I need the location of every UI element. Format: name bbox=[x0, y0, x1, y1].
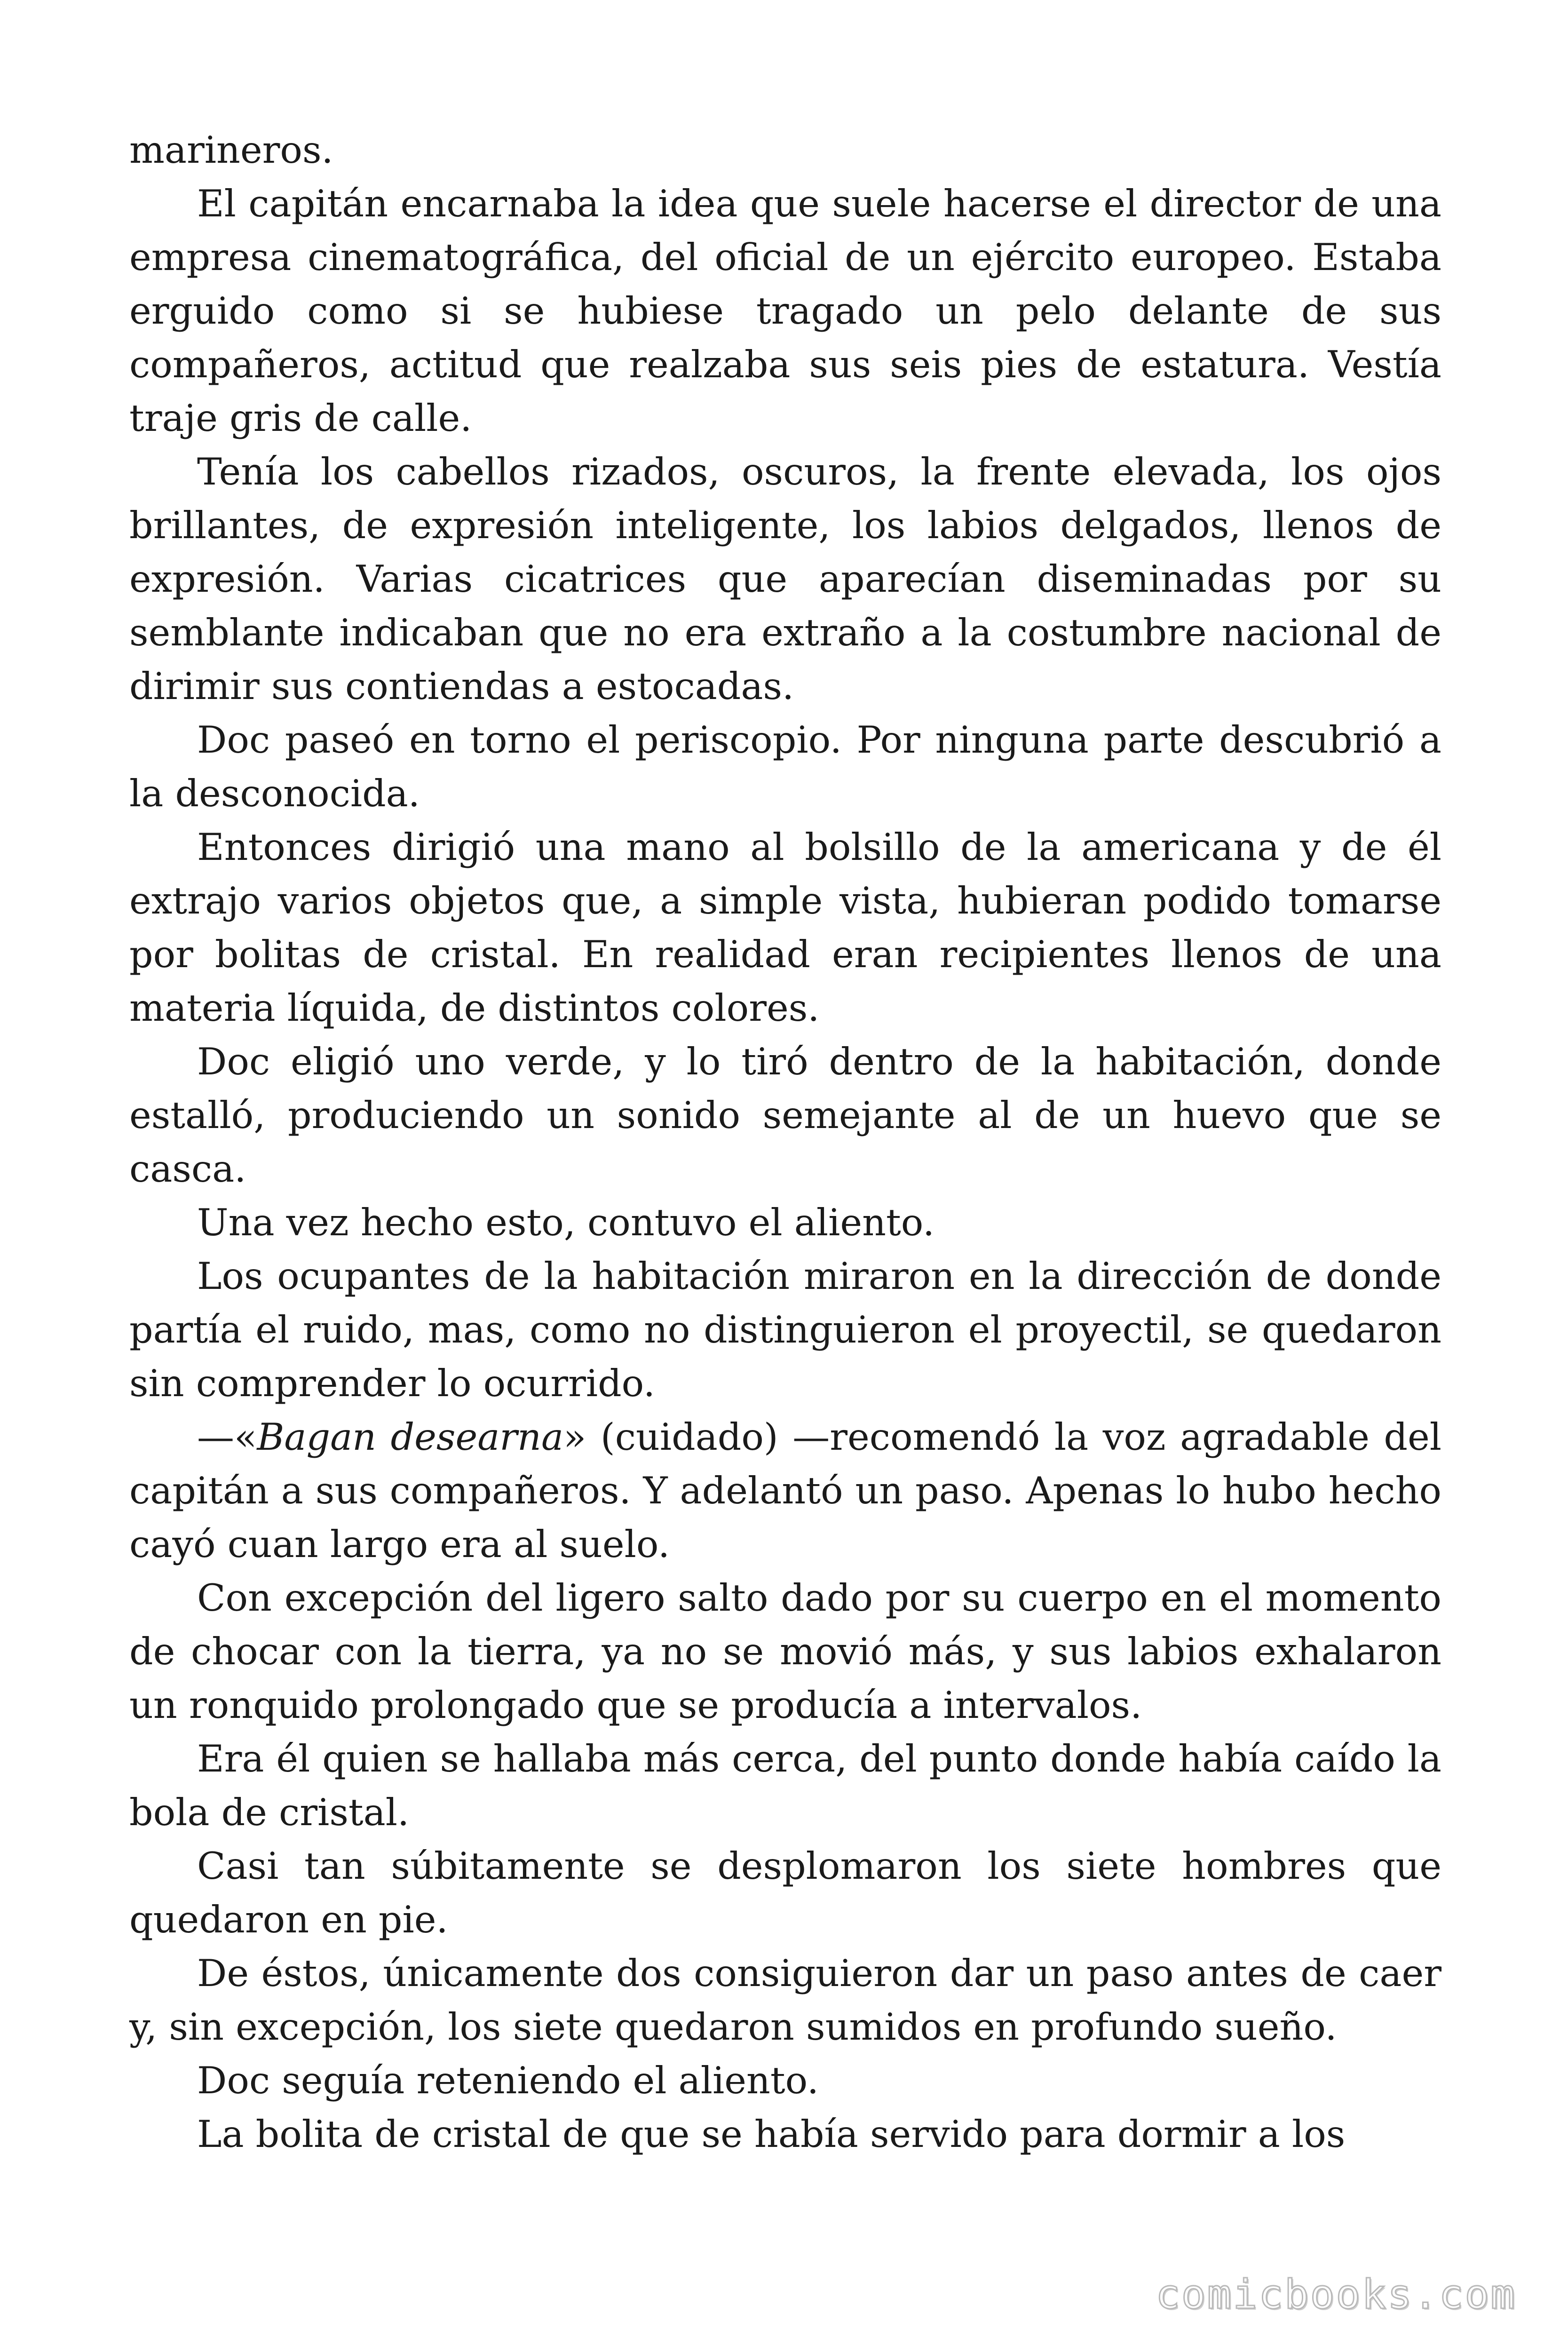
paragraph-3: Doc paseó en torno el periscopio. Por ninguna parte descubrió a la desconocida. bbox=[129, 718, 1441, 815]
paragraph-14: La bolita de cristal de que se había servido para dormir a los bbox=[197, 2113, 1346, 2156]
paragraph-7: Los ocupantes de la habitación miraron en la dirección de donde partía el ruido, mas, como no distinguieron el proyectil, se quedaron sin comprender lo ocurrido. bbox=[129, 1255, 1441, 1405]
watermark-logo: comicbooks.com bbox=[1156, 2271, 1516, 2318]
paragraph-9: Con excepción del ligero salto dado por su cuerpo en el momento de chocar con la tierra, ya no se movió más, y sus labios exhalaron un ronquido prolongado que se producía a intervalos. bbox=[129, 1576, 1441, 1727]
paragraph-12: De éstos, únicamente dos consiguieron dar un paso antes de caer y, sin excepción, los siete quedaron sumidos en profundo sueño. bbox=[129, 1952, 1441, 2049]
paragraph-8 bbox=[129, 1410, 1441, 1571]
paragraph-11: Casi tan súbitamente se desplomaron los siete hombres que quedaron en pie. bbox=[129, 1844, 1441, 1941]
paragraph-2: Tenía los cabellos rizados, oscuros, la frente elevada, los ojos brillantes, de expresión inteligente, los labios delgados, llenos de expresión. Varias cicatrices que aparecían diseminadas por su semblante indicaban que no era extraño a la costumbre nacional de dirimir sus contiendas a estocadas. bbox=[129, 450, 1441, 708]
body-text bbox=[129, 123, 1441, 2161]
paragraph-5: Doc eligió uno verde, y lo tiró dentro de la habitación, donde estalló, produciendo un sonido semejante al de un huevo que se casca. bbox=[129, 1040, 1441, 1191]
paragraph-10: Era él quien se hallaba más cerca, del punto donde había caído la bola de cristal. bbox=[129, 1737, 1441, 1834]
paragraph-0: marineros. bbox=[129, 128, 333, 172]
italic-phrase: Bagan desearna bbox=[257, 1415, 564, 1459]
dialogue-open: —« bbox=[197, 1415, 257, 1459]
paragraph-13: Doc seguía reteniendo el aliento. bbox=[197, 2059, 819, 2102]
paragraph-1: El capitán encarnaba la idea que suele hacerse el director de una empresa cinematográfica, del oficial de un ejército europeo. Estaba erguido como si se hubiese tragado un pelo delante de sus compañeros, actitud que realzaba sus seis pies de estatura. Vestía traje gris de calle. bbox=[129, 182, 1441, 440]
dialogue-rest: » (cuidado) —recomendó la voz agradable del capitán a sus compañeros. Y adelantó un paso. Apenas lo hubo hecho cayó cuan largo era al suelo. bbox=[129, 1415, 1441, 1566]
paragraph-6: Una vez hecho esto, contuvo el aliento. bbox=[197, 1201, 935, 1244]
paragraph-4: Entonces dirigió una mano al bolsillo de la americana y de él extrajo varios objetos que, a simple vista, hubieran podido tomarse por bolitas de cristal. En realidad eran recipientes llenos de una materia líquida, de distintos colores. bbox=[129, 826, 1441, 1030]
